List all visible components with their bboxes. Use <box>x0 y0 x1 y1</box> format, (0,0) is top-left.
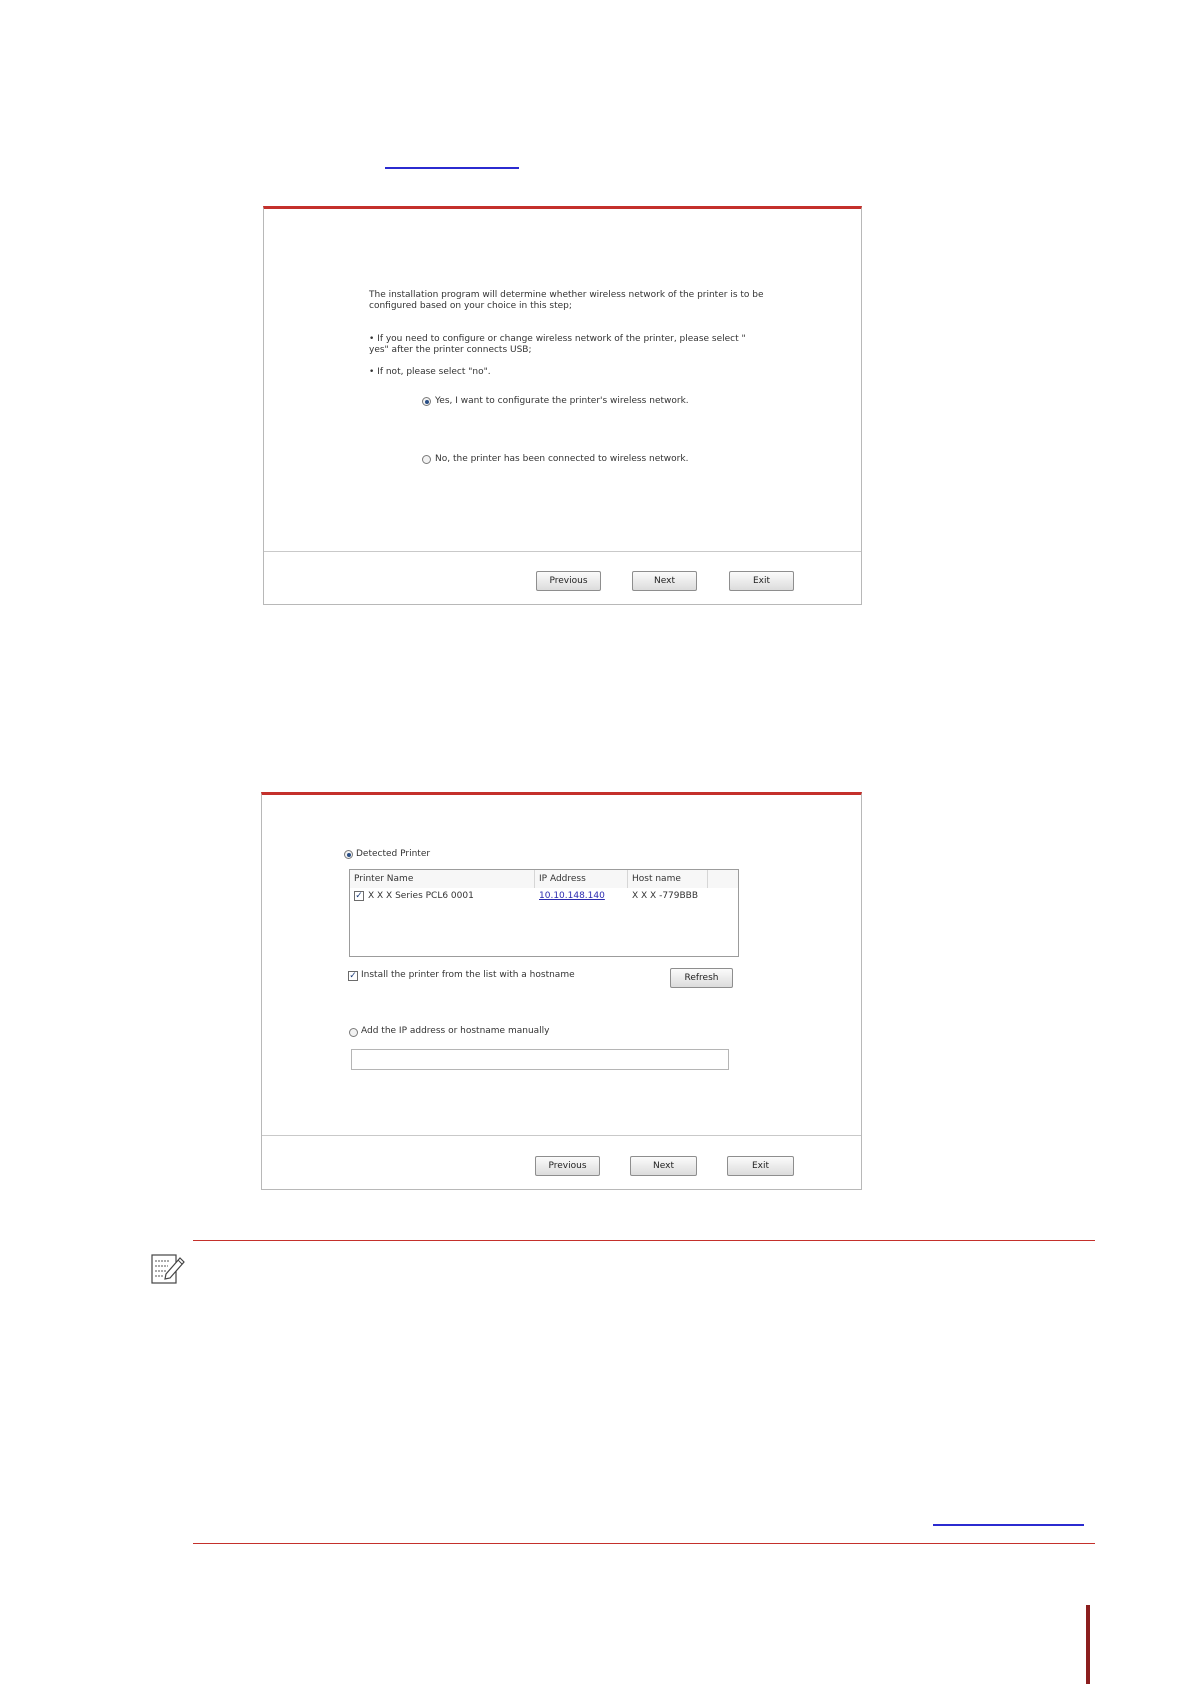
radio-manual-address[interactable] <box>349 1028 358 1037</box>
footer-divider <box>264 551 861 552</box>
bullet-1-line-2: yes" after the printer connects USB; <box>369 345 532 355</box>
exit-button[interactable]: Exit <box>727 1156 794 1176</box>
install-hostname-label[interactable]: Install the printer from the list with a hostname <box>361 970 575 980</box>
wireless-config-dialog <box>263 206 862 605</box>
radio-detected-printer[interactable] <box>344 850 353 859</box>
printer-name-cell: X X X Series PCL6 0001 <box>368 891 474 901</box>
previous-button[interactable]: Previous <box>536 571 601 591</box>
detected-printer-label[interactable]: Detected Printer <box>356 849 431 859</box>
intro-line-2: configured based on your choice in this step; <box>369 301 572 311</box>
host-name-cell: X X X -779BBB <box>632 891 699 901</box>
intro-line-1: The installation program will determine whether wireless network of the printer is to be <box>369 290 764 300</box>
option-yes-label[interactable]: Yes, I want to configurate the printer's wireless network. <box>435 396 689 406</box>
exit-button[interactable]: Exit <box>729 571 794 591</box>
next-button[interactable]: Next <box>630 1156 697 1176</box>
radio-yes[interactable] <box>422 397 431 406</box>
col-header-printer-name[interactable]: Printer Name <box>350 870 535 888</box>
printer-table <box>349 869 739 957</box>
col-header-host-name[interactable]: Host name <box>628 870 708 888</box>
bullet-2: • If not, please select "no". <box>369 367 491 377</box>
row-checkbox[interactable]: ✓ <box>355 891 363 901</box>
note-pad-pencil-icon <box>150 1252 186 1286</box>
bullet-1-line-1: • If you need to configure or change wireless network of the printer, please select " <box>369 334 746 344</box>
note-top-rule <box>193 1240 1095 1241</box>
bottom-hyperlink[interactable] <box>933 1524 1084 1526</box>
printer-detect-dialog <box>261 792 862 1190</box>
radio-no[interactable] <box>422 455 431 464</box>
manual-address-input[interactable] <box>351 1049 729 1070</box>
note-bottom-rule <box>193 1543 1095 1544</box>
col-header-ip-address[interactable]: IP Address <box>535 870 628 888</box>
install-hostname-checkbox[interactable]: ✓ <box>349 971 357 981</box>
page-edge-bar <box>1086 1605 1090 1684</box>
footer-divider <box>262 1135 861 1136</box>
manual-address-label[interactable]: Add the IP address or hostname manually <box>361 1026 550 1036</box>
previous-button[interactable]: Previous <box>535 1156 600 1176</box>
ip-address-link[interactable]: 10.10.148.140 <box>539 891 605 901</box>
option-no-label[interactable]: No, the printer has been connected to wireless network. <box>435 454 689 464</box>
top-hyperlink[interactable] <box>385 167 519 169</box>
refresh-button[interactable]: Refresh <box>670 968 733 988</box>
next-button[interactable]: Next <box>632 571 697 591</box>
